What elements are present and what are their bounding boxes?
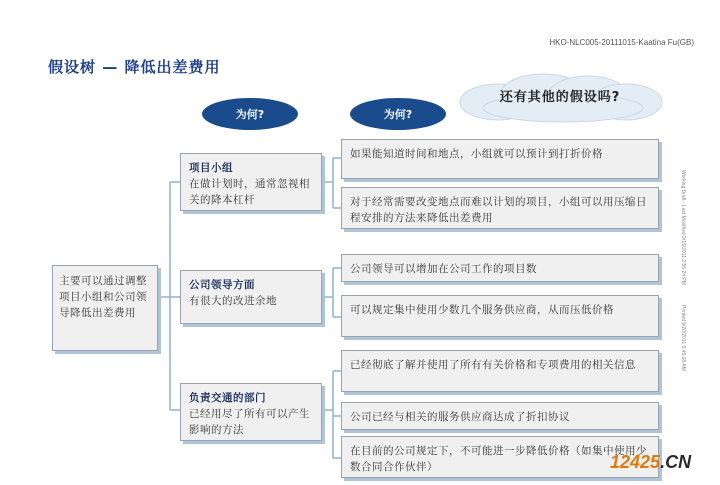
leaf-box: 在目前的公司规定下，不可能进一步降低价格（如集中使用少数合同合作伙伴） (341, 436, 659, 478)
watermark-logo: 12425.CN (610, 452, 692, 472)
why-oval-1: 为何? (202, 98, 298, 130)
branch-body: 有很大的改进余地 (189, 295, 277, 307)
leaf-box: 可以规定集中使用少数几个服务供应商，从而压低价格 (341, 295, 659, 337)
side-note-printed: Printed 9/20/2011 5:45:38 AM (680, 305, 686, 371)
branch-head: 负责交通的部门 (189, 392, 266, 404)
page-title: 假设树 — 降低出差费用 (48, 58, 221, 76)
branch-box-leadership (180, 270, 322, 324)
leaf-box: 已经彻底了解并使用了所有有关价格和专项费用的相关信息 (341, 350, 659, 392)
branch-box-project-team (180, 153, 322, 211)
leaf-box: 如果能知道时间和地点，小组就可以预计到打折价格 (341, 139, 659, 179)
branch-box-travel-dept (180, 383, 322, 441)
branch-body: 在做计划时，通常忽视相关的降本杠杆 (189, 178, 310, 206)
root-box (52, 265, 158, 351)
leaf-box: 公司已经与相关的服务供应商达成了折扣协议 (341, 402, 659, 430)
branch-body: 已经用尽了所有可以产生影响的方法 (189, 408, 310, 436)
branch-head: 项目小组 (189, 162, 233, 174)
leaf-box: 公司领导可以增加在公司工作的项目数 (341, 254, 659, 282)
side-note-modified: Working Draft - Last Modified 9/15/2011 2:55:24 PM (680, 170, 686, 285)
why-oval-2: 为何? (350, 98, 446, 130)
document-id: HKO-NLC005-20111015-Kaatina Fu(GB) (549, 38, 694, 47)
leaf-box: 对于经常需要改变地点而难以计划的项目，小组可以用压缩日程安排的方法来降低出差费用 (341, 187, 659, 229)
branch-head: 公司领导方面 (189, 279, 255, 291)
root-text: 主要可以通过调整项目小组和公司领导降低出差费用 (59, 275, 147, 319)
cloud-question: 还有其他的假设吗? (499, 90, 621, 105)
